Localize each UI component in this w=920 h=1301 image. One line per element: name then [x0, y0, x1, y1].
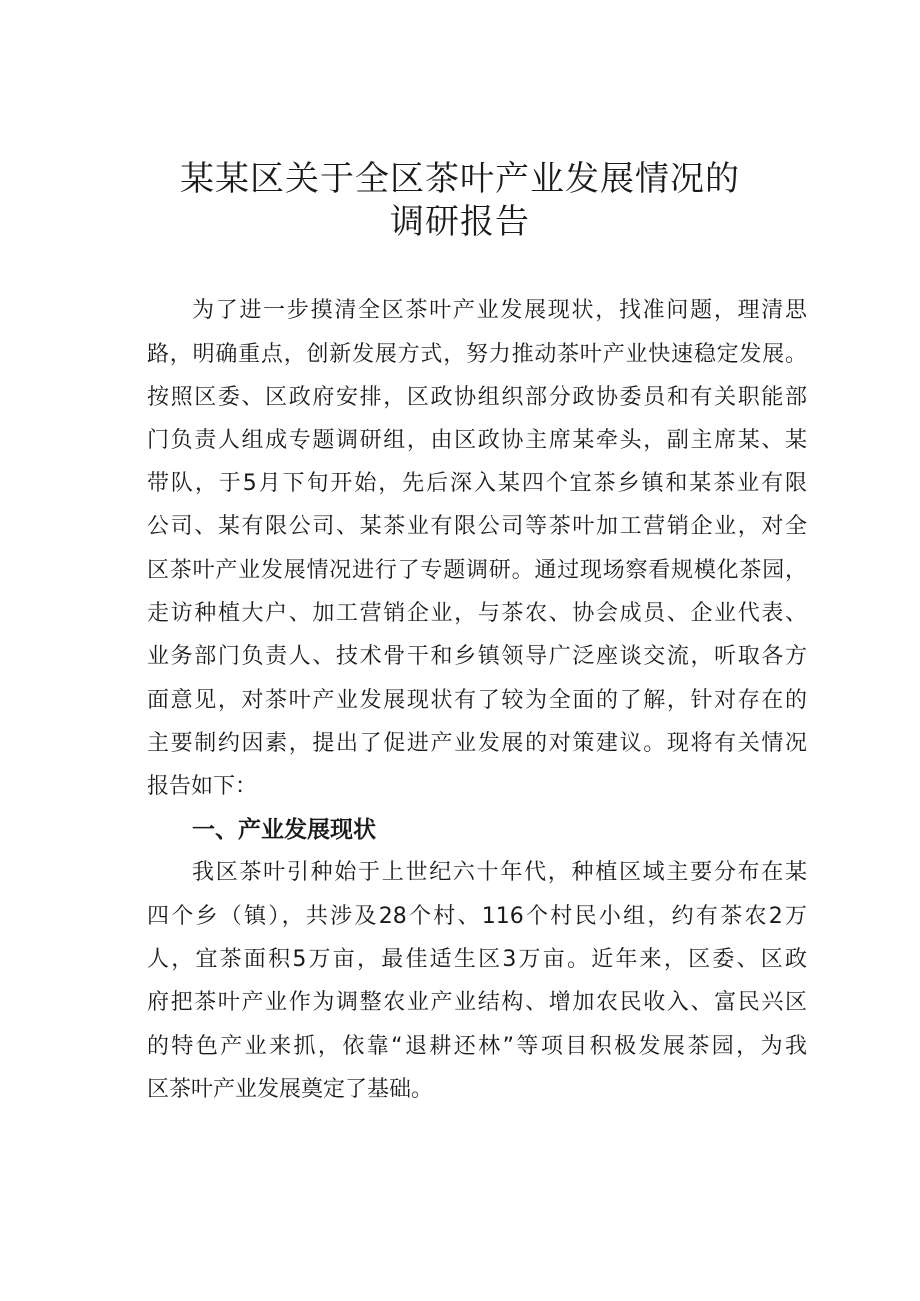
paragraph-line: 主要制约因素，提出了促进产业发展的对策建议。现将有关情况	[147, 731, 807, 756]
paragraph-line: 人，宜茶面积5万亩，最佳适生区3万亩。近年来，区委、区政	[147, 947, 807, 972]
paragraph-line: 四个乡（镇），共涉及28个村、116个村民小组，约有茶农2万	[147, 904, 807, 929]
paragraph-line: 按照区委、区政府安排，区政协组织部分政协委员和有关职能部	[147, 385, 807, 410]
document-title-line2: 调研报告	[390, 202, 530, 242]
paragraph-line: 门负责人组成专题调研组，由区政协主席某牵头，副主席某、某	[147, 428, 807, 453]
paragraph-line: 府把茶叶产业作为调整农业产业结构、增加农民收入、富民兴区	[147, 990, 807, 1015]
paragraph-line: 我区茶叶引种始于上世纪六十年代，种植区域主要分布在某	[192, 860, 807, 885]
paragraph-line: 报告如下：	[147, 774, 258, 799]
paragraph-line: 公司、某有限公司、某茶业有限公司等茶叶加工营销企业，对全	[147, 514, 807, 539]
paragraph-line: 带队，于5月下旬开始，先后深入某四个宜茶乡镇和某茶业有限	[147, 471, 807, 496]
section-heading: 一、产业发展现状	[192, 817, 376, 843]
paragraph-line: 路，明确重点，创新发展方式，努力推动茶叶产业快速稳定发展。	[147, 342, 807, 367]
paragraph-line: 面意见，对茶叶产业发展现状有了较为全面的了解，针对存在的	[147, 688, 807, 713]
paragraph-line: 区茶叶产业发展奠定了基础。	[147, 1077, 434, 1102]
paragraph-line: 区茶叶产业发展情况进行了专题调研。通过现场察看规模化茶园，	[147, 558, 807, 583]
paragraph-line: 走访种植大户、加工营销企业，与茶农、协会成员、企业代表、	[147, 601, 807, 626]
paragraph-line: 为了进一步摸清全区茶叶产业发展现状，找准问题，理清思	[192, 298, 807, 323]
paragraph-line: 的特色产业来抓，依靠“退耕还林”等项目积极发展茶园，为我	[147, 1034, 807, 1059]
paragraph-line: 业务部门负责人、技术骨干和乡镇领导广泛座谈交流，听取各方	[147, 644, 807, 669]
document-title-line1: 某某区关于全区茶叶产业发展情况的	[180, 159, 740, 199]
